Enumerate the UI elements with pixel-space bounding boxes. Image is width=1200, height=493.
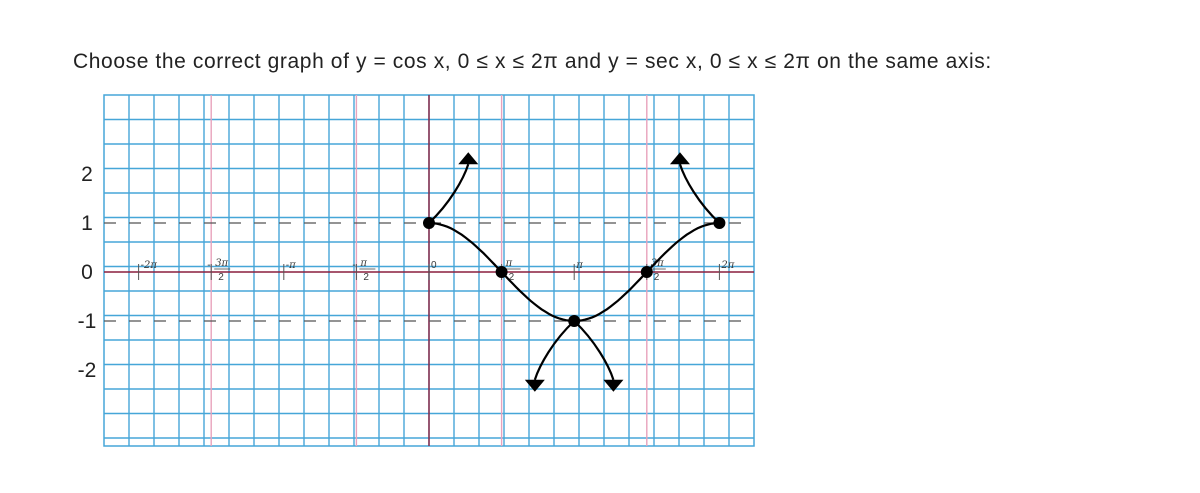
key-point [496,266,508,278]
x-tick-label-denominator: 2 [363,272,369,283]
x-tick-label: π [576,260,583,271]
x-tick-label: -π [285,260,296,271]
x-tick-label-denominator: 2 [218,272,224,283]
x-tick-label-numerator: π [360,258,367,269]
x-tick-label-numerator: 3π [215,258,229,269]
key-point [423,217,435,229]
x-tick-label-sign: - [207,260,211,271]
x-tick-label-denominator: 2 [508,272,515,283]
y-tick-label: 0 [81,261,93,284]
y-tick-label: -2 [77,359,97,382]
y-tick-label: 1 [81,212,93,235]
x-tick-label-sign: - [352,260,356,271]
x-tick-label-numerator: 3π [650,258,664,269]
key-point [713,217,725,229]
x-tick-label: 0 [431,260,437,271]
question-text: Choose the correct graph of y = cos x, 0 ≤ x ≤ 2π and y = sec x, 0 ≤ x ≤ 2π on the same axis: [73,50,992,73]
x-tick-label: -2π [140,260,157,271]
x-tick-label-denominator: 2 [653,272,660,283]
y-tick-label: -1 [77,310,97,333]
x-tick-label: 2π [721,260,735,271]
key-point [568,315,580,327]
x-tick-label-numerator: π [505,258,513,269]
key-point [641,266,653,278]
y-tick-label: 2 [81,163,93,186]
